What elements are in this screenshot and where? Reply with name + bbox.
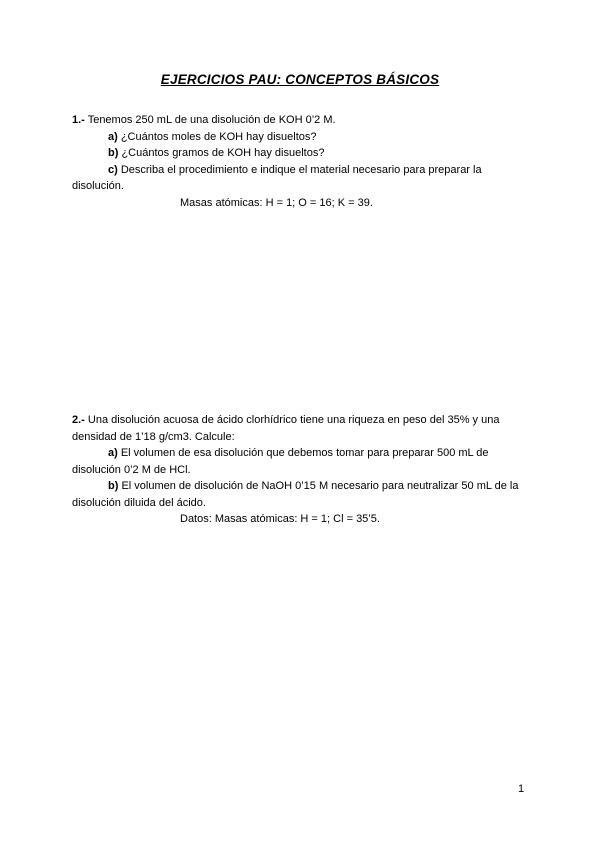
exercise-2-statement bbox=[72, 412, 528, 429]
exercise-1 bbox=[72, 112, 528, 211]
exercise-1-statement bbox=[72, 112, 528, 129]
exercise-2 bbox=[72, 412, 528, 528]
exercise-2-data: Datos: Masas atómicas: H = 1; Cl = 35’5. bbox=[180, 513, 380, 525]
exercise-2-part-b-continuation: disolución diluida del ácido. bbox=[72, 496, 206, 509]
exercise-2-part-a-label: a) bbox=[108, 447, 118, 459]
exercise-2-part-a-text: El volumen de esa disolución que debemos tomar para preparar 500 mL de bbox=[117, 447, 489, 459]
exercise-2-part-a bbox=[72, 445, 528, 462]
exercise-1-part-c-continuation: disolución. bbox=[72, 180, 124, 192]
exercise-1-part-c-text: Describa el procedimiento e indique el material necesario para preparar la bbox=[117, 163, 482, 176]
exercise-1-part-b-label: b) bbox=[108, 147, 119, 159]
exercise-1-part-a-text: ¿Cuántos moles de KOH hay disueltos? bbox=[117, 130, 317, 143]
exercise-2-statement-line2: densidad de 1’18 g/cm3. Calcule: bbox=[72, 430, 235, 443]
exercise-2-statement-text: Una disolución acuosa de ácido clorhídrico tiene una riqueza en peso del 35% y una bbox=[84, 414, 500, 426]
exercise-2-part-b bbox=[72, 478, 528, 495]
exercise-1-statement-text: Tenemos 250 mL de una disolución de KOH 0’2 M. bbox=[84, 114, 336, 126]
exercise-1-part-b bbox=[72, 145, 528, 162]
exercise-1-part-a-label: a) bbox=[108, 130, 118, 143]
page-title: EJERCICIOS PAU: CONCEPTOS BÁSICOS bbox=[160, 72, 440, 87]
exercise-1-part-a bbox=[72, 129, 528, 146]
exercise-2-part-b-label: b) bbox=[108, 480, 119, 492]
page-number: 1 bbox=[518, 783, 525, 795]
exercise-1-data: Masas atómicas: H = 1; O = 16; K = 39. bbox=[180, 196, 373, 209]
exercise-1-part-c-label: c) bbox=[108, 163, 118, 176]
exercise-2-number: 2.- bbox=[72, 414, 85, 426]
exercise-2-part-a-continuation: disolución 0’2 M de HCl. bbox=[72, 463, 191, 476]
exercise-1-part-c bbox=[72, 162, 528, 179]
exercise-1-part-b-text: ¿Cuántos gramos de KOH hay disueltos? bbox=[118, 147, 325, 159]
exercise-1-number: 1.- bbox=[72, 114, 85, 126]
exercise-2-part-b-text: El volumen de disolución de NaOH 0’15 M necesario para neutralizar 50 mL de la bbox=[118, 480, 519, 492]
